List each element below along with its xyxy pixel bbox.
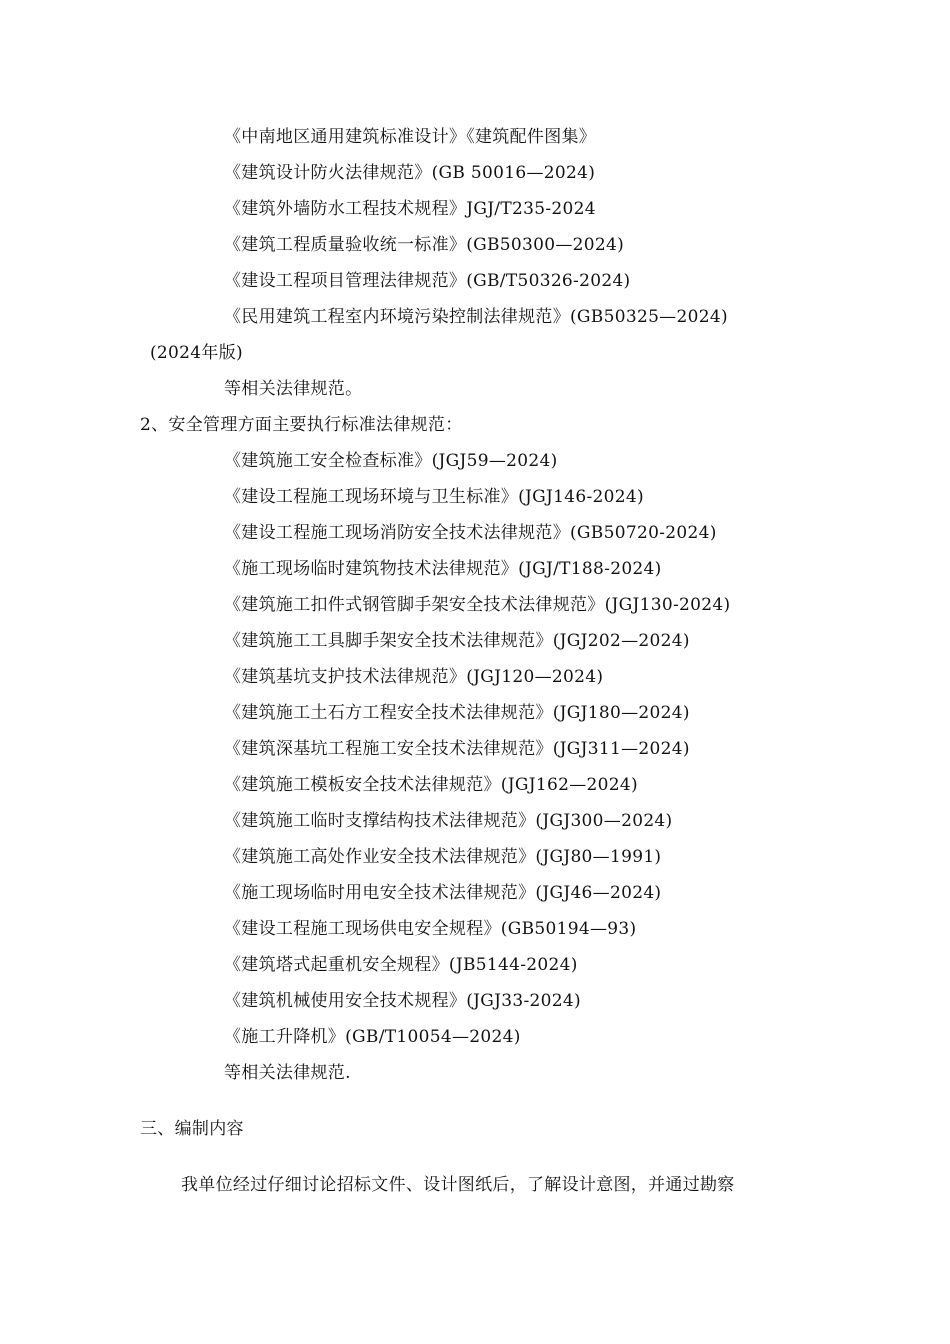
standard-item: 《建筑基坑支护技术法律规范》(JGJ120—2024) <box>224 667 604 687</box>
standard-item: 《民用建筑工程室内环境污染控制法律规范》(GB50325—2024) <box>224 307 728 327</box>
standard-item: 《建筑施工高处作业安全技术法律规范》(JGJ80—1991) <box>224 847 662 867</box>
standard-item-continuation: (2024年版) <box>150 343 243 363</box>
section-3-heading: 三、编制内容 <box>140 1119 244 1139</box>
standard-item: 《建筑塔式起重机安全规程》(JB5144-2024) <box>224 955 578 975</box>
standard-item: 《施工现场临时用电安全技术法律规范》(JGJ46—2024) <box>224 883 662 903</box>
standard-item: 《建筑工程质量验收统一标准》(GB50300—2024) <box>224 235 625 255</box>
standard-item: 《建筑设计防火法律规范》(GB 50016—2024) <box>224 163 596 183</box>
standard-item: 《建筑外墙防水工程技术规程》JGJ/T235-2024 <box>224 199 596 219</box>
standard-item: 《施工升降机》(GB/T10054—2024) <box>224 1027 521 1047</box>
standard-item: 《建筑机械使用安全技术规程》(JGJ33-2024) <box>224 991 581 1011</box>
section-2-heading: 2、安全管理方面主要执行标准法律规范： <box>140 415 463 435</box>
standard-item: 《建筑施工工具脚手架安全技术法律规范》(JGJ202—2024) <box>224 631 690 651</box>
standard-item: 《施工现场临时建筑物技术法律规范》(JGJ/T188-2024) <box>224 559 662 579</box>
standard-item: 《建筑施工临时支撑结构技术法律规范》(JGJ300—2024) <box>224 811 673 831</box>
standard-item: 《建筑施工扣件式钢管脚手架安全技术法律规范》(JGJ130-2024) <box>224 595 731 615</box>
standard-item: 《建设工程施工现场供电安全规程》(GB50194—93) <box>224 919 637 939</box>
standard-item: 《建筑施工模板安全技术法律规范》(JGJ162—2024) <box>224 775 638 795</box>
section-3-paragraph: 我单位经过仔细讨论招标文件、设计图纸后，了解设计意图，并通过勘察 <box>181 1175 735 1195</box>
standard-item: 《建设工程施工现场环境与卫生标准》(JGJ146-2024) <box>224 487 644 507</box>
standard-item: 《建筑施工安全检查标准》(JGJ59—2024) <box>224 451 558 471</box>
standard-item: 《建筑施工土石方工程安全技术法律规范》(JGJ180—2024) <box>224 703 690 723</box>
etc-note: 等相关法律规范。 <box>224 379 363 399</box>
etc-note: 等相关法律规范. <box>224 1063 351 1083</box>
standard-item: 《建设工程项目管理法律规范》(GB/T50326-2024) <box>224 271 631 291</box>
standard-item: 《建筑深基坑工程施工安全技术法律规范》(JGJ311—2024) <box>224 739 690 759</box>
standard-item: 《中南地区通用建筑标准设计》《建筑配件图集》 <box>224 127 597 147</box>
standard-item: 《建设工程施工现场消防安全技术法律规范》(GB50720-2024) <box>224 523 717 543</box>
